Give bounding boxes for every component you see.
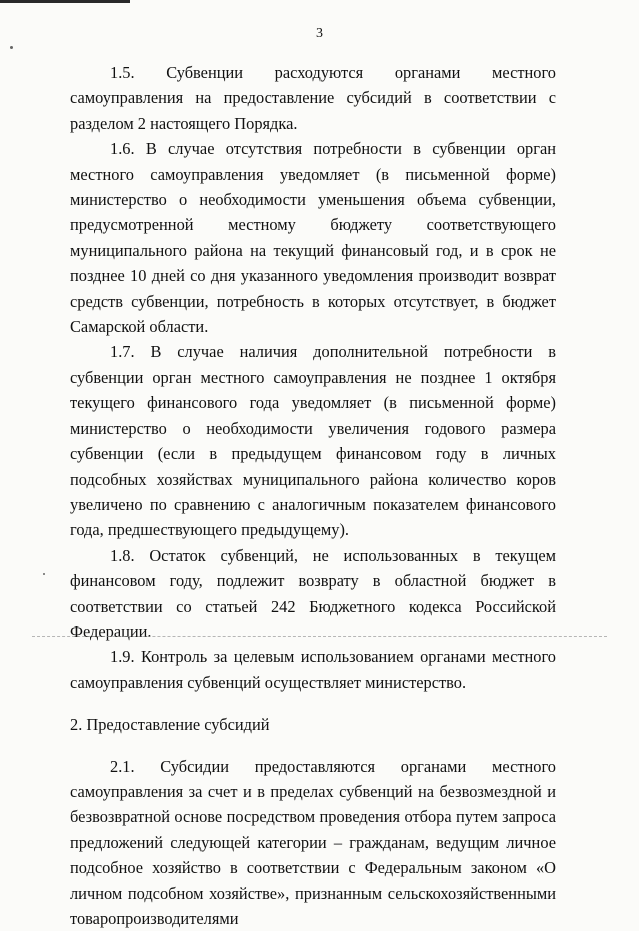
page-number: 3 bbox=[316, 26, 323, 41]
scan-artifact-dash bbox=[32, 636, 607, 637]
document-body bbox=[70, 60, 556, 931]
paragraph-1-7: 1.7. В случае наличия дополнительной потребности в субвенции орган местного самоуправления не позднее 1 октября текущего финансового года уведомляет (в письменной форме) министерство о необходимости увеличения годового размера субвенции (если в предыдущем финансовом году в личных подсобных хозяйствах муниципального района количество коров увеличено по сравнению с аналогичным показателем финансового года, предшествующего предыдущему). bbox=[70, 342, 556, 540]
paragraph-2-1: 2.1. Субсидии предоставляются органами местного самоуправления за счет и в пределах субвенций на безвозмездной и безвозвратной основе посредством проведения отбора путем запроса предложений следующей категории – гражданам, ведущим личное подсобное хозяйство в соответствии с Федеральным законом «О личном подсобном хозяйстве», признанным сельскохозяйственными товаропроизводителями bbox=[70, 756, 556, 928]
paragraph-1-8: 1.8. Остаток субвенций, не использованных в текущем финансовом году, подлежит возврату в областной бюджет в соответствии со статьей 242 Бюджетного кодекса Российской Федерации. bbox=[70, 545, 556, 641]
section-heading: 2. Предоставление субсидий bbox=[70, 715, 270, 735]
paragraph-1-9: 1.9. Контроль за целевым использованием органами местного самоуправления субвенций осуществляет министерство. bbox=[70, 647, 556, 692]
paragraph-1-5: 1.5. Субвенции расходуются органами местного самоуправления на предоставление субсидий в соответствии с разделом 2 настоящего Порядка. bbox=[70, 63, 556, 133]
scan-speck bbox=[10, 46, 13, 49]
scan-artifact-line bbox=[0, 0, 130, 3]
scan-speck bbox=[43, 573, 45, 575]
paragraph-1-6: 1.6. В случае отсутствия потребности в субвенции орган местного самоуправления уведомляет (в письменной форме) министерство о необходимости уменьшения объема субвенции, предусмотренной местному бюджету соответствующего муниципального района на текущий финансовый год, и в срок не позднее 10 дней со дня указанного уведомления производит возврат средств субвенции, потребность в которых отсутствует, в бюджет Самарской области. bbox=[70, 139, 556, 337]
